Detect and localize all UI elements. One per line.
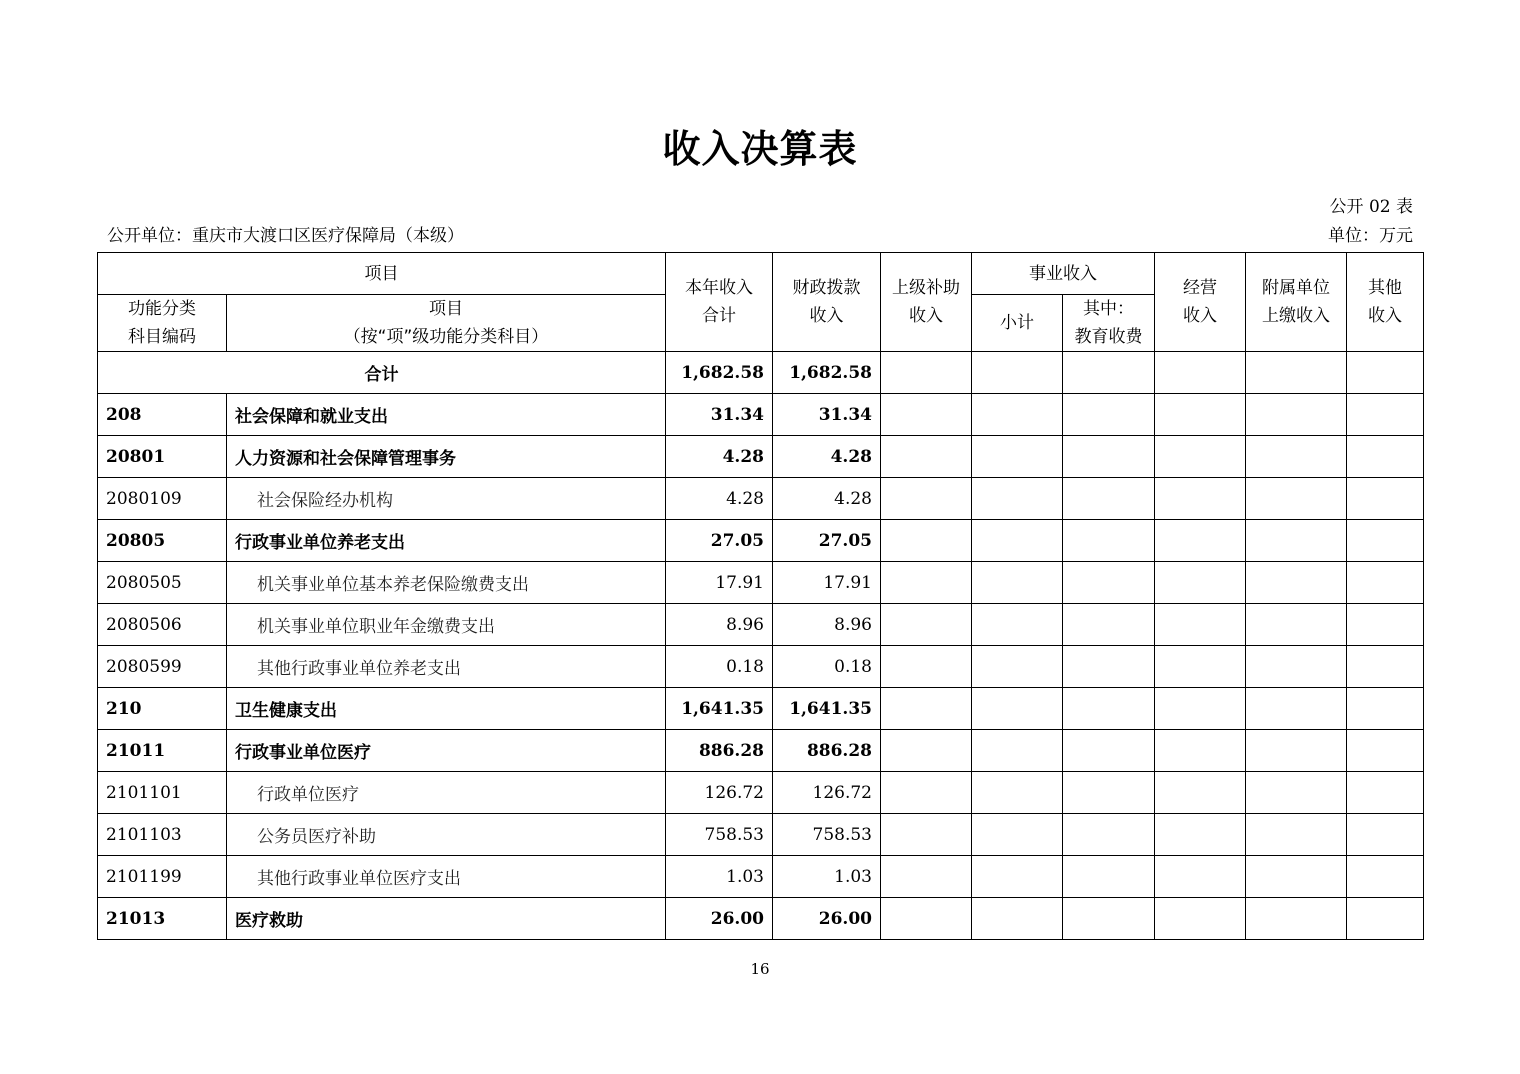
empty-cell [972,772,1063,814]
empty-cell [1347,772,1424,814]
row-total: 31.34 [666,394,773,436]
row-code: 20801 [98,436,227,478]
empty-cell [881,562,972,604]
total-income: 1,682.58 [666,352,773,394]
row-name: 行政事业单位医疗 [227,730,666,772]
empty-cell [1155,898,1246,940]
row-total: 1.03 [666,856,773,898]
empty-cell [1347,688,1424,730]
currency-unit: 单位：万元 [1328,226,1413,246]
empty-cell [1063,436,1155,478]
row-fiscal: 27.05 [773,520,881,562]
empty-cell [1347,436,1424,478]
page-number: 16 [750,960,770,978]
empty-cell [1155,688,1246,730]
empty-cell [1155,562,1246,604]
empty-cell [972,520,1063,562]
row-name: 社会保险经办机构 [227,478,666,520]
empty-cell [1155,730,1246,772]
empty-cell [1063,604,1155,646]
empty-cell [1155,814,1246,856]
table-row [98,772,1424,814]
empty-cell [1246,604,1347,646]
table-row [98,562,1424,604]
table-row [98,604,1424,646]
empty-cell [1063,562,1155,604]
empty-cell [1347,520,1424,562]
empty-cell [1246,394,1347,436]
empty-cell [1347,730,1424,772]
row-name: 其他行政事业单位养老支出 [227,646,666,688]
empty-cell [1063,520,1155,562]
empty-cell [972,898,1063,940]
row-name: 医疗救助 [227,898,666,940]
empty-cell [881,688,972,730]
row-fiscal: 4.28 [773,436,881,478]
empty-cell [972,688,1063,730]
table-row [98,814,1424,856]
table-row [98,520,1424,562]
row-fiscal: 4.28 [773,478,881,520]
empty-cell [972,394,1063,436]
empty-cell [1155,604,1246,646]
empty-cell [1347,604,1424,646]
row-code: 2101101 [98,772,227,814]
empty-cell [972,436,1063,478]
row-total: 126.72 [666,772,773,814]
empty-cell [1063,772,1155,814]
empty-cell [1246,478,1347,520]
income-settlement-table [97,252,1424,940]
empty-cell [881,772,972,814]
row-total: 1,641.35 [666,688,773,730]
empty-cell [1063,730,1155,772]
empty-cell [1155,478,1246,520]
total-row [98,352,1424,394]
empty-cell [1155,436,1246,478]
row-total: 4.28 [666,478,773,520]
row-total: 8.96 [666,604,773,646]
empty-cell [881,394,972,436]
row-name: 机关事业单位职业年金缴费支出 [227,604,666,646]
header-affiliated: 附属单位 上缴收入 [1246,253,1347,352]
header-career-income: 事业收入 [972,253,1155,295]
empty-cell [1063,688,1155,730]
header-total: 本年收入 合计 [666,253,773,352]
row-code: 20805 [98,520,227,562]
empty-cell [1246,772,1347,814]
row-total: 26.00 [666,898,773,940]
row-code: 21013 [98,898,227,940]
table-row [98,394,1424,436]
row-code: 2080599 [98,646,227,688]
header-operating: 经营 收入 [1155,253,1246,352]
empty-cell [1246,730,1347,772]
empty-cell [1155,772,1246,814]
row-name: 机关事业单位基本养老保险缴费支出 [227,562,666,604]
unit-line [107,221,1413,245]
empty-cell [1155,856,1246,898]
row-code: 2101199 [98,856,227,898]
row-name: 卫生健康支出 [227,688,666,730]
row-fiscal: 0.18 [773,646,881,688]
row-name: 其他行政事业单位医疗支出 [227,856,666,898]
header-subtotal: 小计 [972,295,1063,352]
row-total: 17.91 [666,562,773,604]
empty-cell [1347,814,1424,856]
table-row [98,436,1424,478]
table-row [98,688,1424,730]
empty-cell [1347,562,1424,604]
row-fiscal: 886.28 [773,730,881,772]
empty-cell [881,898,972,940]
empty-cell [1155,520,1246,562]
header-other: 其他 收入 [1347,253,1424,352]
empty-cell [1347,478,1424,520]
row-fiscal: 17.91 [773,562,881,604]
form-number: 公开 02 表 [1329,197,1413,217]
empty-cell [881,436,972,478]
row-total: 886.28 [666,730,773,772]
empty-cell [1246,856,1347,898]
row-code: 208 [98,394,227,436]
empty-cell [881,646,972,688]
empty-cell [881,520,972,562]
empty-cell [1246,520,1347,562]
empty-cell [972,856,1063,898]
table-row [98,898,1424,940]
row-fiscal: 31.34 [773,394,881,436]
empty-cell [881,478,972,520]
empty-cell [972,646,1063,688]
empty-cell [1246,688,1347,730]
header-education-fee: 其中： 教育收费 [1063,295,1155,352]
empty-cell [972,478,1063,520]
empty-cell [881,604,972,646]
page-title: 收入决算表 [662,127,858,171]
header-code: 功能分类 科目编码 [98,295,227,352]
header-fiscal: 财政拨款 收入 [773,253,881,352]
empty-cell [1246,898,1347,940]
empty-cell [1063,394,1155,436]
empty-cell [1347,394,1424,436]
empty-cell [1063,646,1155,688]
row-fiscal: 1.03 [773,856,881,898]
total-fiscal: 1,682.58 [773,352,881,394]
table-row [98,478,1424,520]
empty-cell [972,730,1063,772]
row-code: 2080506 [98,604,227,646]
empty-cell [1155,646,1246,688]
row-name: 行政单位医疗 [227,772,666,814]
empty-cell [1246,646,1347,688]
empty-cell [881,814,972,856]
row-total: 27.05 [666,520,773,562]
table-row [98,856,1424,898]
row-code: 210 [98,688,227,730]
empty-cell [1063,898,1155,940]
table-row [98,646,1424,688]
row-code: 2080505 [98,562,227,604]
empty-cell [1063,856,1155,898]
empty-cell [1347,856,1424,898]
row-code: 21011 [98,730,227,772]
empty-cell [1347,646,1424,688]
row-fiscal: 26.00 [773,898,881,940]
empty-cell [881,856,972,898]
row-fiscal: 8.96 [773,604,881,646]
reporting-organization: 公开单位：重庆市大渡口区医疗保障局（本级） [107,226,464,246]
row-fiscal: 1,641.35 [773,688,881,730]
empty-cell [972,604,1063,646]
empty-cell [1246,814,1347,856]
header-row-1 [98,253,1424,295]
empty-cell [972,814,1063,856]
empty-cell [881,730,972,772]
row-total: 4.28 [666,436,773,478]
row-fiscal: 126.72 [773,772,881,814]
empty-cell [972,562,1063,604]
table-row [98,730,1424,772]
empty-cell [1246,436,1347,478]
empty-cell [1063,814,1155,856]
row-name: 行政事业单位养老支出 [227,520,666,562]
header-name: 项目 （按“项”级功能分类科目） [227,295,666,352]
total-label: 合计 [98,352,666,394]
row-name: 人力资源和社会保障管理事务 [227,436,666,478]
row-fiscal: 758.53 [773,814,881,856]
table-body [98,394,1424,940]
row-total: 758.53 [666,814,773,856]
row-code: 2101103 [98,814,227,856]
empty-cell [1155,394,1246,436]
header-project: 项目 [98,253,666,295]
empty-cell [1246,562,1347,604]
empty-cell [1347,898,1424,940]
row-code: 2080109 [98,478,227,520]
row-name: 社会保障和就业支出 [227,394,666,436]
header-upper-subsidy: 上级补助 收入 [881,253,972,352]
row-name: 公务员医疗补助 [227,814,666,856]
empty-cell [1063,478,1155,520]
row-total: 0.18 [666,646,773,688]
